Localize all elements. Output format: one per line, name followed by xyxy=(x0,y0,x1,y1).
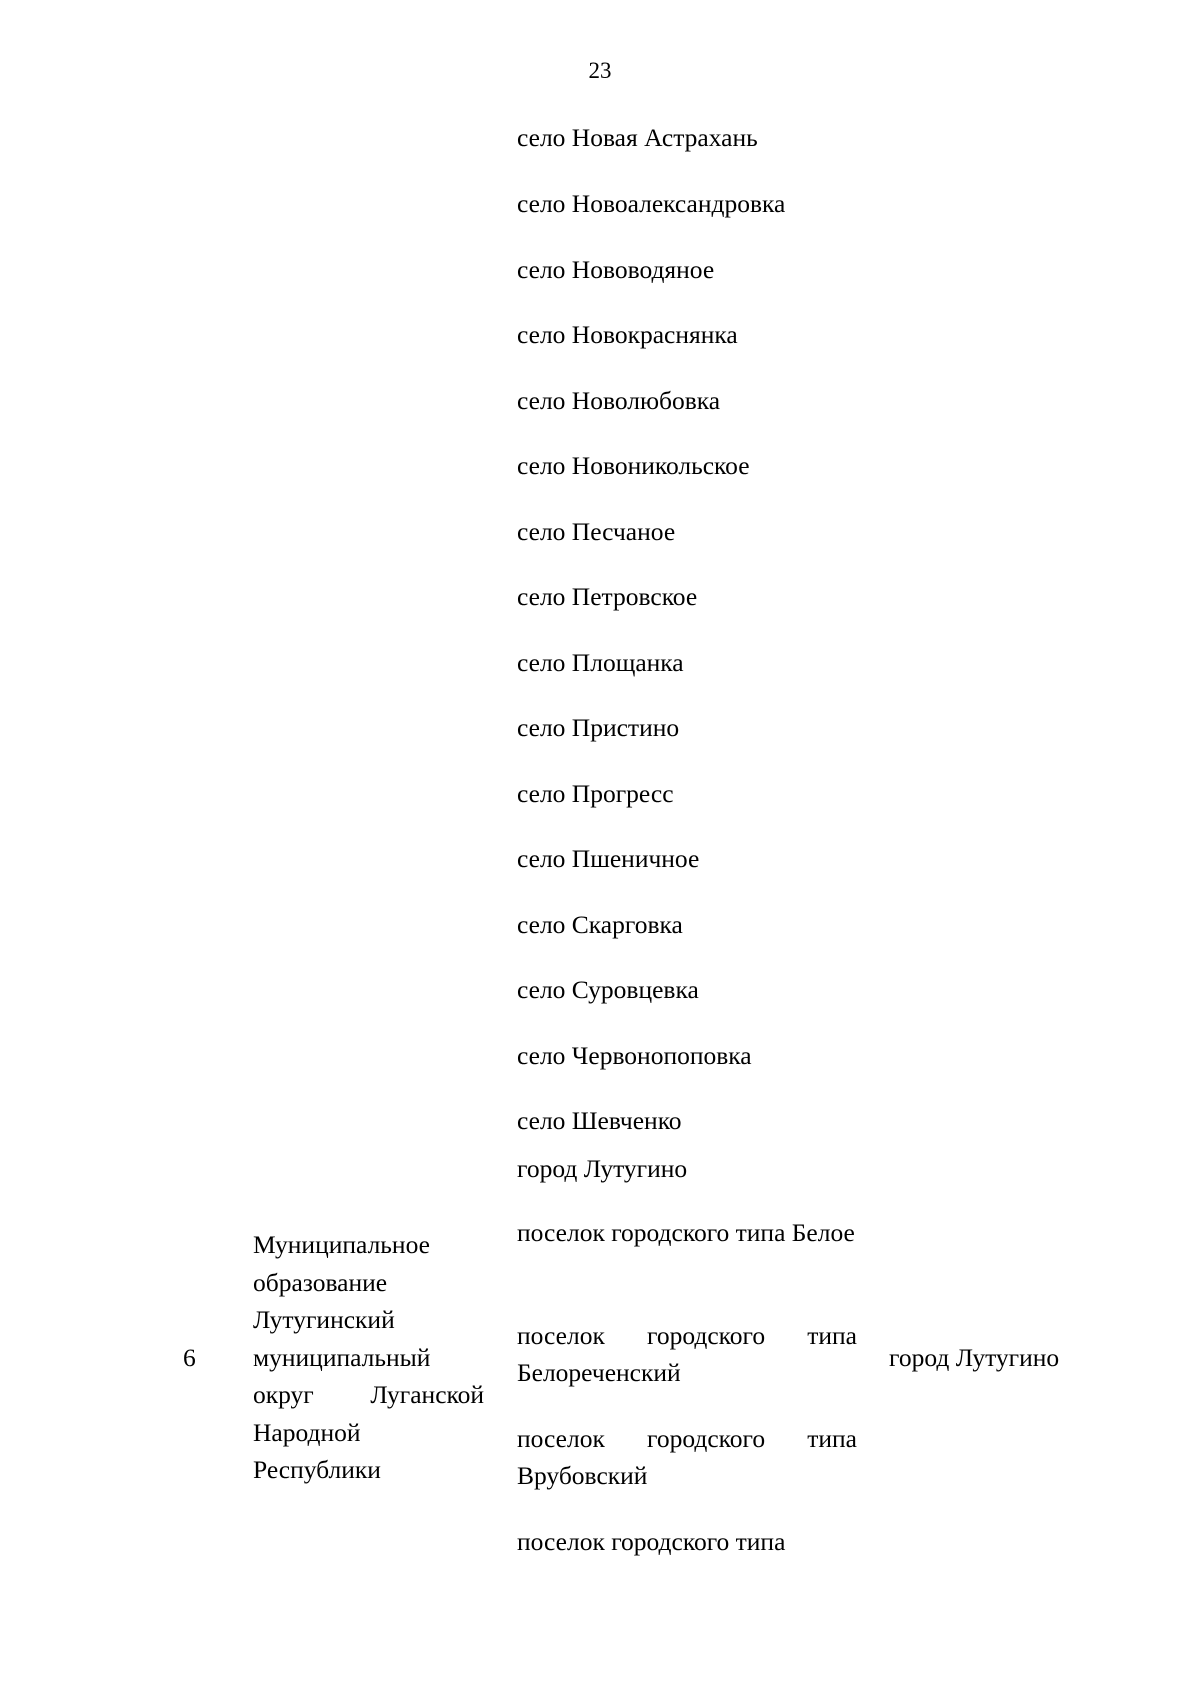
list-item: село Суровцевка xyxy=(517,975,699,1004)
list-item: село Нововодяное xyxy=(517,255,715,284)
list-item: село Пшеничное xyxy=(517,844,700,873)
list-item: село Новоникольское xyxy=(517,451,750,480)
list-item: поселок городского типа Врубовский xyxy=(517,1424,857,1490)
list-item: поселок городского типа Белореченский xyxy=(517,1321,857,1387)
list-item: село Пристино xyxy=(517,713,680,742)
administrative-center: город Лутугино xyxy=(889,1343,1060,1372)
list-item: село Червонопоповка xyxy=(517,1041,752,1070)
list-item: село Новоалександровка xyxy=(517,189,786,218)
list-item: село Новая Астрахань xyxy=(517,123,758,152)
list-item: село Новокраснянка xyxy=(517,320,738,349)
list-item: село Площанка xyxy=(517,648,684,677)
row-number: 6 xyxy=(183,1343,196,1372)
list-item: город Лутугино xyxy=(517,1154,688,1183)
list-item: село Песчаное xyxy=(517,517,676,546)
municipality-name: Муниципальное образование Лутугинский муниципальный округ Луганской Народной Республики xyxy=(253,1230,484,1484)
list-item: село Петровское xyxy=(517,582,698,611)
list-item: поселок городского типа Белое xyxy=(517,1218,855,1247)
list-item: поселок городского типа xyxy=(517,1527,786,1556)
list-item: село Шевченко xyxy=(517,1106,682,1135)
list-item: село Прогресс xyxy=(517,779,674,808)
list-item: село Скарговка xyxy=(517,910,683,939)
page-number: 23 xyxy=(588,58,612,83)
list-item: село Новолюбовка xyxy=(517,386,721,415)
